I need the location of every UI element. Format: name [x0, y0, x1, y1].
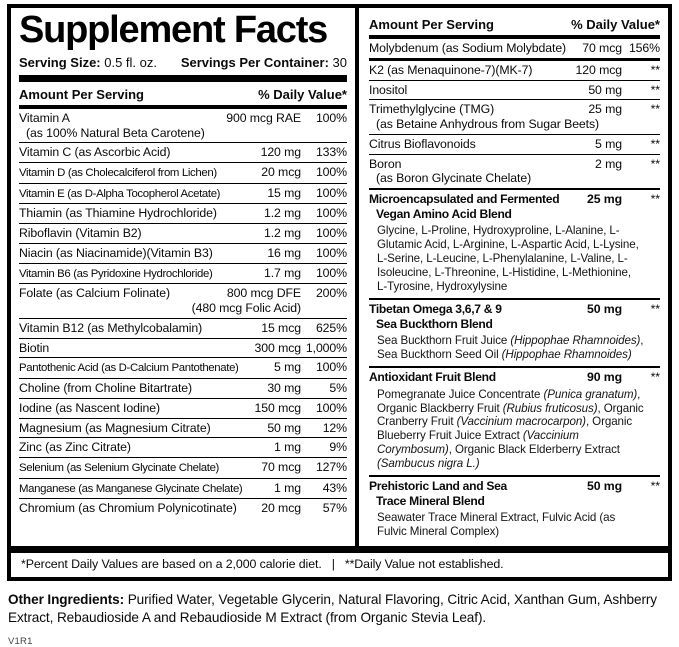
nutrient-line: [369, 302, 660, 317]
blend-ingredients: Pomegranate Juice Concentrate (Punica granatum), Organic Blackberry Fruit (Rubius fruticosus), Organic Cranberry Fruit (Vaccinium macrocarpon), Organic Blueberry Fruit Juice Extract (Vaccinium Corymbosum), Organic Black Elderberry Extract (Sambucus nigra L.): [377, 387, 644, 471]
blend-row: [369, 366, 660, 475]
nutrient-amount: 1.2 mg: [264, 206, 301, 221]
servings-per-container: [181, 55, 347, 70]
nutrient-daily-value: **: [650, 102, 660, 117]
nutrient-daily-value: 43%: [322, 480, 347, 495]
nutrient-row: [19, 243, 347, 263]
nutrient-line: [369, 192, 660, 207]
amount-per-serving-header: Amount Per Serving: [19, 86, 144, 102]
nutrient-line: [19, 360, 347, 376]
nutrient-rows-right: [369, 39, 660, 543]
nutrient-daily-value: 57%: [322, 501, 347, 516]
nutrient-name: Prehistoric Land and Sea: [369, 479, 507, 494]
column-header-right: [369, 10, 660, 39]
blend-ingredients: Seawater Trace Mineral Extract, Fulvic Acid (as Fulvic Mineral Complex): [377, 511, 616, 539]
nutrient-daily-value: **: [650, 136, 660, 151]
nutrient-name: Chromium (as Chromium Polynicotinate): [19, 501, 237, 516]
nutrient-row: [19, 283, 347, 318]
nutrient-row: [369, 154, 660, 189]
nutrient-line: [19, 421, 347, 436]
nutrient-daily-value: 100%: [315, 206, 347, 221]
nutrient-name: Folate (as Calcium Folinate): [19, 286, 170, 301]
nutrient-name: Riboflavin (Vitamin B2): [19, 226, 142, 241]
nutrient-daily-value: 100%: [315, 400, 347, 415]
nutrient-amount: 1 mg: [274, 440, 301, 455]
nutrient-daily-value: 100%: [315, 165, 347, 179]
nutrient-name: Boron: [369, 156, 402, 171]
nutrient-name: Microencapsulated and Fermented: [369, 192, 560, 206]
nutrient-daily-value: 156%: [628, 41, 660, 55]
servings-value: 30: [328, 54, 347, 70]
nutrient-amount: 2 mg: [595, 156, 622, 171]
nutrient-amount: 1.2 mg: [264, 226, 301, 241]
nutrient-line: [369, 479, 660, 494]
nutrient-row: [369, 99, 660, 134]
nutrient-amount: 120 mg: [260, 145, 301, 160]
amount-per-serving-header: Amount Per Serving: [369, 17, 494, 32]
nutrient-row: [19, 318, 347, 338]
nutrient-row: [19, 223, 347, 243]
nutrient-row: [19, 203, 347, 223]
nutrient-name: Iodine (as Nascent Iodine): [19, 400, 160, 415]
nutrient-name: Pantothenic Acid (as D-Calcium Pantothenate): [19, 362, 239, 375]
nutrient-line: [19, 186, 347, 202]
blend-name-line2: Vegan Amino Acid Blend: [376, 206, 512, 221]
nutrient-daily-value: 133%: [315, 145, 347, 160]
nutrient-name: Vitamin D (as Cholecalciferol from Lichen): [19, 167, 217, 179]
nutrient-daily-value: 100%: [315, 110, 347, 125]
nutrient-name: Inositol: [369, 82, 408, 97]
nutrient-daily-value: **: [650, 156, 660, 171]
nutrient-daily-value: 625%: [315, 320, 347, 335]
nutrient-line: [19, 145, 347, 160]
nutrient-row: [19, 457, 347, 478]
nutrient-amount: 800 mcg DFE: [226, 286, 301, 301]
nutrient-line: [19, 481, 347, 497]
nutrient-name: Vitamin C (as Ascorbic Acid): [19, 145, 171, 160]
nutrient-line: [369, 370, 660, 385]
nutrient-name: Selenium (as Selenium Glycinate Chelate): [19, 462, 219, 474]
nutrient-amount: 16 mg: [267, 245, 301, 260]
nutrient-source-detail: (as 100% Natural Beta Carotene): [26, 125, 205, 140]
nutrient-name: Vitamin A: [19, 110, 70, 125]
facts-column-right: [359, 8, 668, 546]
blend-name-line2: Trace Mineral Blend: [376, 493, 485, 508]
nutrient-name: Choline (from Choline Bitartrate): [19, 381, 193, 395]
nutrient-name: Niacin (as Niacinamide)(Vitamin B3): [19, 245, 213, 260]
nutrient-name: Vitamin B12 (as Methylcobalamin): [19, 320, 203, 335]
nutrient-row: [19, 162, 347, 183]
nutrient-row: [369, 80, 660, 100]
other-ingredients: [8, 591, 671, 627]
nutrient-row: [19, 437, 347, 457]
nutrient-row: [19, 478, 347, 499]
nutrient-source-detail: (as Boron Glycinate Chelate): [376, 171, 532, 186]
other-ingredients-text: Purified Water, Vegetable Glycerin, Natural Flavoring, Citric Acid, Xanthan Gum, Ashberry Extract, Rebaudioside A and Rebaudioside M Extract (from Organic Stevia Leaf).: [8, 592, 658, 626]
nutrient-amount: 25 mg: [588, 102, 622, 117]
nutrient-daily-value: 200%: [315, 286, 347, 301]
nutrient-line: [19, 266, 347, 282]
nutrient-amount: 70 mcg: [582, 41, 622, 55]
nutrient-daily-value: 1,000%: [305, 340, 347, 355]
nutrient-row: [19, 109, 347, 143]
nutrient-amount: 5 mg: [274, 360, 301, 375]
nutrient-amount: 70 mcg: [261, 460, 301, 474]
supplement-facts-label: [0, 4, 679, 647]
nutrient-name: Citrus Bioflavonoids: [369, 136, 476, 151]
nutrient-name: Magnesium (as Magnesium Citrate): [19, 420, 211, 435]
nutrient-row: [19, 398, 347, 418]
nutrient-rows-left: [19, 109, 347, 518]
nutrient-daily-value: **: [650, 62, 660, 77]
serving-info: [19, 53, 347, 82]
nutrient-amount-line2: (480 mcg Folic Acid): [191, 301, 301, 316]
nutrient-line: [19, 440, 347, 455]
nutrient-name: Vitamin E (as D-Alpha Tocopherol Acetate): [19, 187, 221, 200]
nutrient-line: [369, 83, 660, 98]
nutrient-amount: 900 mcg RAE: [226, 110, 301, 125]
blend-row: [369, 298, 660, 366]
nutrient-row: [19, 183, 347, 204]
nutrient-daily-value: **: [650, 479, 660, 494]
nutrient-daily-value: **: [650, 369, 660, 384]
blend-row: [369, 188, 660, 298]
nutrient-line: [369, 137, 660, 152]
blend-row: [369, 475, 660, 543]
nutrient-line: [19, 246, 347, 261]
nutrient-row: [369, 58, 660, 80]
nutrient-line: [19, 226, 347, 241]
nutrient-amount: 15 mg: [267, 185, 301, 200]
nutrient-line: [369, 102, 660, 117]
blend-ingredients: Glycine, L-Proline, Hydroxyproline, L-Alanine, L-Glutamic Acid, L-Arginine, L-Aspartic Acid, L-Lysine, L-Serine, L-Leucine, L-Phenylalanine, L-Valine, L-Isoleucine, L-Threonine, L-Histidine, L-Methionine, L-Tyrosine, Hydroxylysine: [377, 224, 639, 293]
nutrient-daily-value: 100%: [315, 360, 347, 375]
panel-title: Supplement Facts: [19, 9, 328, 51]
nutrient-line: [19, 206, 347, 221]
serving-size-label: Serving Size:: [19, 54, 101, 70]
nutrient-amount: 5 mg: [595, 136, 622, 151]
nutrient-row: [19, 263, 347, 284]
nutrient-line: [19, 111, 347, 126]
nutrient-row: [19, 338, 347, 358]
nutrient-daily-value: 5%: [329, 381, 347, 395]
nutrient-amount: 1 mg: [274, 480, 301, 495]
nutrient-daily-value: 100%: [315, 185, 347, 200]
nutrient-line: [19, 321, 347, 336]
facts-panel: [7, 4, 672, 581]
nutrient-name: Antioxidant Fruit Blend: [369, 369, 496, 384]
serving-size: [19, 55, 157, 70]
other-ingredients-label: Other Ingredients:: [8, 592, 125, 608]
nutrient-amount: 20 mcg: [261, 165, 301, 179]
nutrient-daily-value: **: [650, 301, 660, 316]
nutrient-row: [19, 498, 347, 518]
nutrient-line: [19, 401, 347, 416]
nutrient-amount: 50 mg: [586, 301, 622, 316]
nutrient-row: [369, 134, 660, 154]
nutrient-line: [19, 381, 347, 396]
nutrient-amount: 150 mcg: [254, 400, 301, 415]
nutrient-name: Thiamin (as Thiamine Hydrochloride): [19, 206, 217, 221]
facts-columns: [11, 8, 668, 546]
blend-ingredients: Sea Buckthorn Fruit Juice (Hippophae Rhamnoides), Sea Buckthorn Seed Oil (Hippophae Rhamnoides): [377, 334, 644, 361]
nutrient-line: [19, 341, 347, 356]
serving-size-value: 0.5 fl. oz.: [100, 54, 158, 70]
nutrient-amount: 90 mg: [586, 369, 622, 384]
nutrient-amount: 30 mg: [267, 381, 301, 395]
nutrient-line: [369, 63, 660, 78]
nutrient-name: Manganese (as Manganese Glycinate Chelate): [19, 482, 243, 495]
nutrient-daily-value: 100%: [315, 226, 347, 241]
nutrient-row: [19, 142, 347, 162]
daily-value-header: % Daily Value*: [571, 17, 660, 32]
nutrient-amount: 120 mcg: [575, 62, 622, 77]
nutrient-amount: 50 mg: [267, 420, 301, 435]
daily-value-header: % Daily Value*: [258, 86, 347, 102]
nutrient-daily-value: 127%: [315, 460, 347, 474]
nutrient-source-detail: (as Betaine Anhydrous from Sugar Beets): [376, 117, 600, 131]
nutrient-name: Biotin: [19, 340, 50, 355]
nutrient-name: Vitamin B6 (as Pyridoxine Hydrochloride): [19, 267, 213, 280]
nutrient-daily-value: **: [650, 82, 660, 97]
daily-value-footnote: *Percent Daily Values are based on a 2,000 calorie diet. | **Daily Value not established.: [11, 546, 668, 577]
nutrient-amount: 1.7 mg: [264, 265, 301, 280]
nutrient-row: [19, 378, 347, 398]
nutrient-name: K2 (as Menaquinone-7)(MK-7): [369, 62, 533, 77]
nutrient-amount: 50 mg: [586, 479, 622, 494]
nutrient-amount: 20 mcg: [261, 501, 301, 516]
column-header-left: [19, 82, 347, 109]
nutrient-line: [369, 157, 660, 172]
nutrient-name: Molybdenum (as Sodium Molybdate): [369, 41, 567, 55]
nutrient-daily-value: **: [650, 192, 660, 206]
servings-label: Servings Per Container:: [180, 54, 329, 70]
nutrient-row: [19, 418, 347, 438]
facts-column-left: [11, 8, 359, 546]
nutrient-amount: 50 mg: [588, 82, 622, 97]
nutrient-line: [19, 501, 347, 516]
nutrient-name: Tibetan Omega 3,6,7 & 9: [369, 301, 502, 316]
version-code: V1R1: [8, 635, 33, 647]
nutrient-daily-value: 100%: [315, 245, 347, 260]
nutrient-line: [19, 286, 347, 301]
nutrient-amount: 15 mcg: [261, 320, 301, 335]
nutrient-line: [19, 460, 347, 476]
nutrient-line: [369, 41, 660, 56]
nutrient-line: [19, 165, 347, 181]
nutrient-amount: 300 mcg: [254, 340, 301, 355]
nutrient-row: [369, 39, 660, 58]
nutrient-name: Trimethylglycine (TMG): [369, 102, 495, 117]
nutrient-daily-value: 9%: [329, 440, 347, 455]
nutrient-row: [19, 357, 347, 378]
nutrient-daily-value: 12%: [322, 420, 347, 435]
nutrient-name: Zinc (as Zinc Citrate): [19, 440, 131, 455]
blend-name-line2: Sea Buckthorn Blend: [376, 316, 493, 331]
nutrient-amount: 25 mg: [586, 192, 622, 206]
nutrient-daily-value: 100%: [315, 265, 347, 280]
